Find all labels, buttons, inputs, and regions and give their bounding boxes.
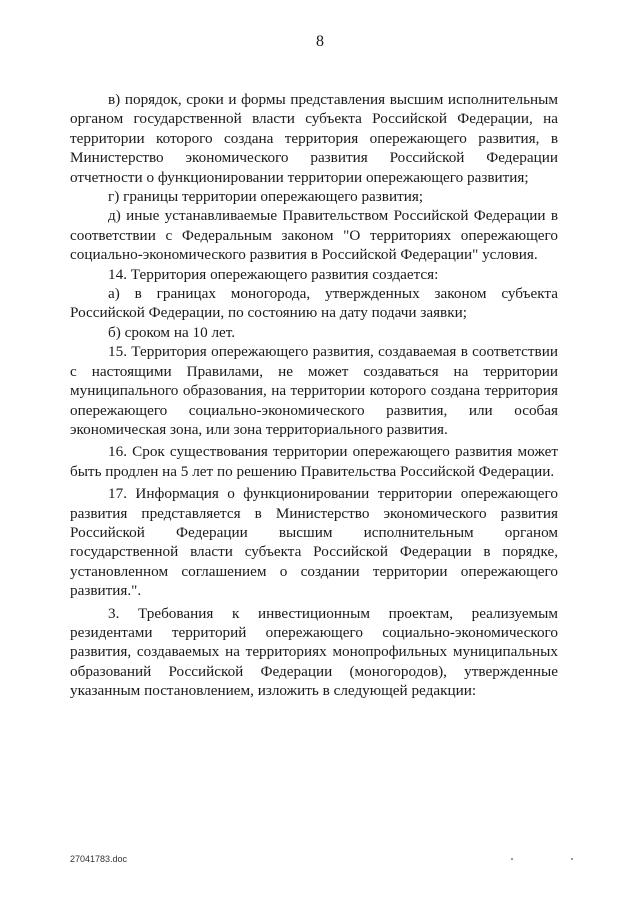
- page-number: 8: [316, 33, 324, 50]
- paragraph-g: г) границы территории опережающего развития;: [108, 188, 424, 206]
- document-code: 27041783.doc: [70, 854, 128, 864]
- paragraph-17: 17. Информация о функционировании территории опережающего развития представляется в Министерство экономического развития Российской Федерации высшим исполнительным органом государственной власти субъекта Российской Федерации в порядке, установленном соглашением о создании территории опережающего развития.".: [70, 485, 558, 600]
- paragraph-14: 14. Территория опережающего развития создается:: [108, 265, 439, 283]
- paragraph-15: 15. Территория опережающего развития, создаваемая в соответствии с настоящими Правилами, не может создаваться на территории муниципального образования, на территории которого создана территория опережающего социально-экономического развития, или особая экономическая зона, или зона территориального развития.: [70, 343, 558, 438]
- paragraph-14b: б) сроком на 10 лет.: [108, 323, 236, 341]
- paragraph-3: 3. Требования к инвестиционным проектам, реализуемым резидентами территорий опережающего социально-экономического развития, создаваемых на территориях монопрофильных муниципальных образований Российской Федерации (моногородов), утвержденные указанным постановлением, изложить в следующей редакции:: [70, 604, 558, 700]
- scan-dot-mark: [511, 858, 513, 860]
- paragraph-d: д) иные устанавливаемые Правительством Российской Федерации в соответствии с Федеральным законом "О территориях опережающего социально-экономического развития в Российской Федерации" условия.: [70, 207, 558, 264]
- paragraph-16: 16. Срок существования территории опережающего развития может быть продлен на 5 лет по решению Правительства Российской Федерации.: [70, 443, 558, 480]
- paragraph-14a: а) в границах моногорода, утвержденных законом субъекта Российской Федерации, по состоянию на дату подачи заявки;: [70, 285, 558, 322]
- paragraph-v: в) порядок, сроки и формы представления высшим исполнительным органом государственной власти субъекта Российской Федерации, на территории которого создана территория опережающего развития, в Министерство экономического развития Российской Федерации отчетности о функционировании территории опережающего развития;: [70, 91, 558, 186]
- document-body: [70, 90, 558, 701]
- scan-dot-mark: [571, 858, 573, 860]
